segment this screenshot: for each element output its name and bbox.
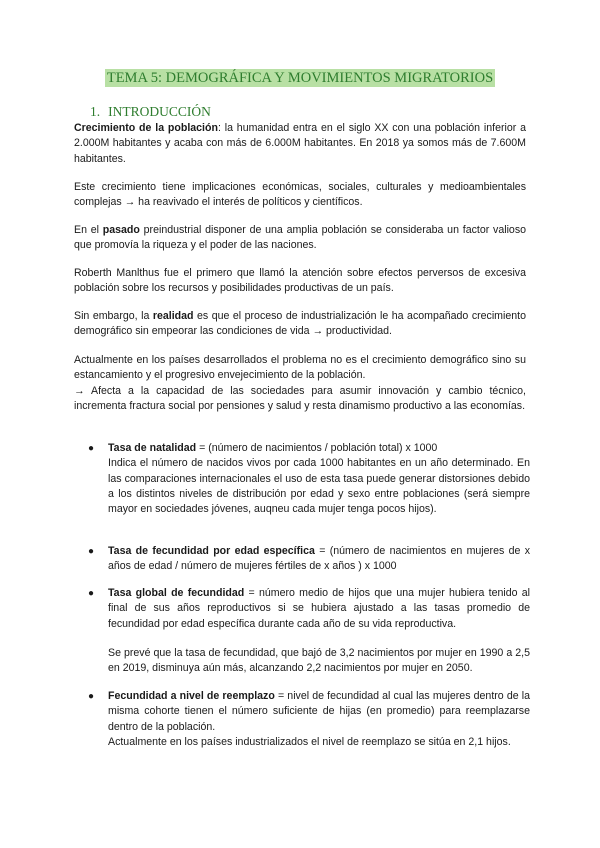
reality-pre: Sin embargo, la xyxy=(74,310,153,322)
paragraph-malthus xyxy=(74,266,526,297)
paragraph-growth xyxy=(74,121,526,167)
title-highlight: TEMA 5: DEMOGRÁFICA Y MOVIMIENTOS MIGRATORIOS xyxy=(106,70,494,86)
replacement-current: Actualmente en los países industrializados el nivel de reemplazo se sitúa en 2,1 hijos. xyxy=(108,735,511,748)
section-heading xyxy=(90,104,211,120)
reality-text: es que el proceso de industrialización le ha acompañado crecimiento demográfico sin empeorar las condiciones de vida → productividad. xyxy=(74,310,526,338)
current-text: Actualmente en los países desarrollados el problema no es el crecimiento demográfico sino su estancamiento y el progresivo envejecimiento de la población. xyxy=(74,354,526,382)
bullet-icon: ● xyxy=(88,546,95,557)
natality-term: Tasa de natalidad xyxy=(108,442,197,454)
global-fertility-term: Tasa global de fecundidad xyxy=(108,587,245,599)
list-item-age-fertility xyxy=(90,544,530,575)
global-fertility-forecast: Se prevé que la tasa de fecundidad, que bajó de 3,2 nacimientos por mujer en 1990 a 2,5 en 2019, disminuya aún más, alcanzando 2,2 nacimientos por mujer en 2050. xyxy=(108,646,530,675)
paragraph-implications xyxy=(74,180,526,211)
list-item-replacement xyxy=(90,689,530,750)
global-fertility-text: = número medio de hijos que una mujer hubiera tenido al final de sus años reproductivos si se hubiera ajustado a las tasas promedio de fecundidad por edad específica durante cada año de su vida reproductiva. xyxy=(108,587,531,630)
growth-term: Crecimiento de la población xyxy=(74,122,218,134)
malthus-text: Roberth Manlthus fue el primero que llamó la atención sobre efectos perversos de excesiva población sobre los recursos y posibilidades productivas de un país. xyxy=(74,267,526,295)
list-item-global-fertility xyxy=(90,586,530,676)
natality-formula: = (número de nacimientos / población total) x 1000 xyxy=(196,442,438,454)
growth-text: : la humanidad entra en el siglo XX con una población inferior a 2.000M habitantes y acaba con más de 6.000M habitantes. En 2018 ya somos más de 7.600M habitantes. xyxy=(74,122,527,165)
paragraph-past xyxy=(74,223,526,254)
implications-text: Este crecimiento tiene implicaciones económicas, sociales, culturales y medioambientales complejas → ha reavivado el interés de políticos y científicos. xyxy=(74,181,526,209)
age-fertility-formula: = (número de nacimientos en mujeres de x años de edad / número de mujeres fértiles de x años ) x 1000 xyxy=(108,545,530,573)
replacement-term: Fecundidad a nivel de reemplazo xyxy=(108,690,275,702)
replacement-text: = nivel de fecundidad al cual las mujeres dentro de la misma cohorte tienen el número suficiente de hijas (en promedio) para reemplazarse dentro de la población. xyxy=(108,690,530,733)
bullet-icon: ● xyxy=(88,588,95,599)
paragraph-reality xyxy=(74,309,526,340)
reality-term: realidad xyxy=(152,310,194,322)
bullet-icon: ● xyxy=(88,443,95,454)
paragraph-current xyxy=(74,353,526,414)
current-consequence: → Afecta a la capacidad de las sociedades para asumir innovación y cambio técnico, incrementa fractura social por pensiones y salud y resta dinamismo productivo a las economías. xyxy=(74,384,526,412)
past-term: pasado xyxy=(102,224,140,236)
list-item-natality xyxy=(90,441,530,517)
section-number: 1. xyxy=(90,104,101,119)
section-label: INTRODUCCIÓN xyxy=(108,104,211,119)
document-title xyxy=(0,70,600,87)
age-fertility-term: Tasa de fecundidad por edad específica xyxy=(108,545,315,557)
natality-description: Indica el número de nacidos vivos por cada 1000 habitantes en un año determinado. En las comparaciones internacionales el uso de esta tasa puede generar distorsiones debido a los distintos niveles de distribución por edad y sexo entre poblaciones (será siempre mayor en sociedades jóvenes, auqneu cada mujer tenga pocos hijos). xyxy=(108,457,530,516)
past-pre: En el xyxy=(74,224,103,236)
past-text: preindustrial disponer de una amplia población se consideraba un factor valioso que promovía la riqueza y el poder de las naciones. xyxy=(74,224,527,252)
bullet-icon: ● xyxy=(88,691,95,702)
